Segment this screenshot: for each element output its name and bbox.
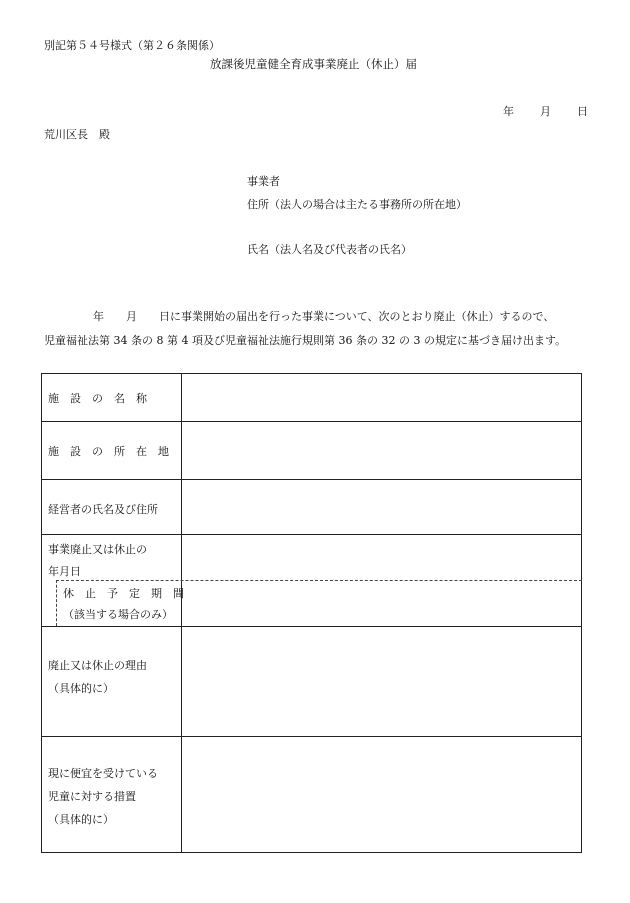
- body-text-line2: 児童福祉法第 34 条の 8 第 4 項及び児童福祉法施行規則第 36 条の 32 の 3 の規定に基づき届け出ます。: [44, 334, 567, 347]
- label-facility-name: 施 設 の 名 称: [48, 392, 147, 405]
- label-suspension-line2: （該当する場合のみ）: [63, 608, 173, 621]
- body-text-line1: 年 月 日に事業開始の届出を行った事業について、次のとおり廃止（休止）するので、: [93, 310, 555, 323]
- row-facility-name: [42, 374, 581, 422]
- label-operator: 経営者の氏名及び住所: [48, 503, 158, 516]
- row-facility-location: [42, 422, 581, 480]
- date-day-label: 日: [577, 105, 588, 118]
- row-measures: [42, 737, 581, 852]
- label-measures-line2: 児童に対する措置: [48, 790, 136, 803]
- date-month-label: 月: [540, 105, 551, 118]
- date-year-label: 年: [503, 105, 514, 118]
- suspension-period-box: [56, 580, 582, 626]
- row-reason: [42, 627, 581, 737]
- form-table: [41, 373, 582, 853]
- label-suspension-line1: 休 止 予 定 期 間: [63, 587, 184, 600]
- addressee: 荒川区長 殿: [44, 128, 110, 141]
- label-date-line2: 年月日: [48, 565, 81, 578]
- sender-name-label: 氏名（法人名及び代表者の氏名）: [247, 243, 412, 256]
- label-measures-line3: （具体的に）: [48, 813, 114, 826]
- label-date-line1: 事業廃止又は休止の: [48, 543, 147, 556]
- sender-address-label: 住所（法人の場合は主たる事務所の所在地）: [247, 198, 467, 211]
- form-reference: 別記第５４号様式（第２６条関係）: [44, 39, 220, 52]
- label-measures-line1: 現に便宜を受けている: [48, 767, 158, 780]
- label-reason-line2: （具体的に）: [48, 682, 114, 695]
- document-title: 放課後児童健全育成事業廃止（休止）届: [210, 57, 417, 71]
- date-line: [503, 103, 588, 119]
- label-facility-location: 施 設 の 所 在 地: [48, 445, 169, 458]
- label-reason-line1: 廃止又は休止の理由: [48, 659, 147, 672]
- row-operator: [42, 480, 581, 535]
- sender-label: 事業者: [247, 175, 280, 188]
